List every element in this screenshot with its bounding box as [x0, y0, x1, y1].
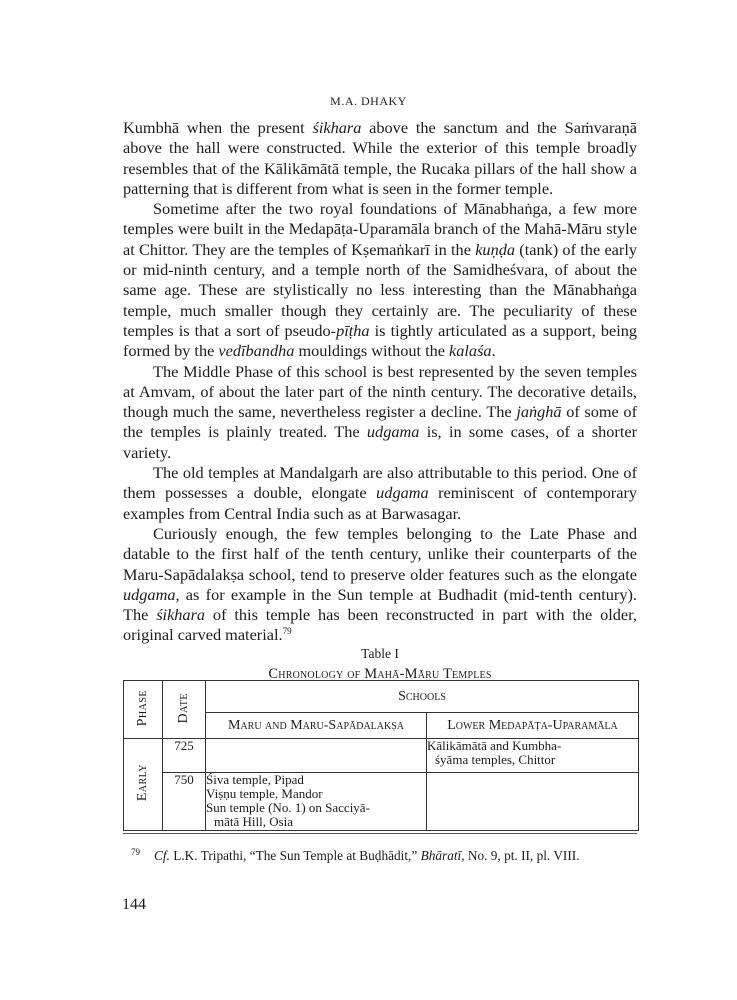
running-head: M.A. DHAKY — [330, 94, 407, 108]
paragraph-1: Kumbhā when the present śikhara above the sanctum and the Saṁvaraṇā above the hall were constructed. While the exterior of this temple broadly resembles that of the Kālikāmātā temple, the Rucaka pillars of the hall show a patterning that is different from what is seen in the former temple. — [123, 118, 638, 198]
table-title: Chronology of Mahā-Māru Temples — [268, 666, 492, 682]
paragraph-5: Curiously enough, the few temples belonging to the Late Phase and datable to the first half of the tenth century, unlike their counterparts of the Maru-Sapādalakṣa school, tend to preserve older features such as the elongate udgama, as for example in the Sun temple at Budhadit (mid-tenth century). The śikhara of this temple has been reconstructed in part with the older, original carved material.$^{79}$ — [123, 523, 637, 645]
school1-cell — [206, 739, 427, 773]
col-header-phase: Phase — [124, 681, 163, 739]
table-caption — [123, 643, 637, 685]
table-label: Table I — [361, 646, 399, 661]
body-text — [123, 118, 637, 646]
phase-cell: Early — [124, 739, 163, 831]
school1-cell: Śiva temple, Pipad Viṣṇu temple, Mandor Sun temple (No. 1) on Sacciyā- mātā Hill, Osia — [206, 773, 427, 831]
col-header-school1: Maru and Maru-Sapādalakṣa — [206, 713, 427, 739]
footnote-number: 79 — [131, 847, 140, 857]
table-row — [124, 773, 639, 831]
footnote-marker[interactable]: 79 — [282, 626, 292, 637]
col-header-school2: Lower Medapāṭa-Uparamāla — [427, 713, 639, 739]
table-row — [124, 739, 639, 773]
col-header-schools: Schools — [206, 681, 639, 713]
date-cell: 725 — [163, 739, 206, 773]
col-header-date: Date — [163, 681, 206, 739]
school2-cell — [427, 773, 639, 831]
school2-cell: Kālikāmātā and Kumbha- śyāma temples, Chittor — [427, 739, 639, 773]
paragraph-4: The old temples at Mandalgarh are also attributable to this period. One of them possesses a double, elongate udgama reminiscent of contemporary examples from Central India such as at Barwasagar. — [123, 463, 638, 523]
footnote-divider — [123, 833, 637, 834]
chronology-table — [123, 680, 639, 831]
date-cell: 750 — [163, 773, 206, 831]
footnote: $^{79}$ Cf. L.K. Tripathi, “The Sun Temple at Buḍhādit,” Bhāratī, No. 9, pt. II, pl. VIII. — [131, 847, 580, 863]
paragraph-2: Sometime after the two royal foundations of Mānabhaṅga, a few more temples were built in the Medapāṭa-Uparamāla branch of the Mahā-Māru style at Chittor. They are the temples of Kṣemaṅkarī in the kuṇḍa (tank) of the early or mid-ninth century, and a temple north of the Samidheśvara, of about the same age. These are stylistically no less interesting than the Mānabhaṅga temple, much smaller though they certainly are. The peculiarity of these temples is that a sort of pseudo-pīṭha is tightly articulated as a support, being formed by the vedībandha mouldings without the kalaśa. — [123, 199, 638, 361]
page-number: 144 — [122, 896, 146, 913]
paragraph-3: The Middle Phase of this school is best represented by the seven temples at Amvam, of about the later part of the ninth century. The decorative details, though much the same, nevertheless register a decline. The jaṅghā of some of the temples is plainly treated. The udgama is, in some cases, of a shorter variety. — [123, 361, 637, 462]
